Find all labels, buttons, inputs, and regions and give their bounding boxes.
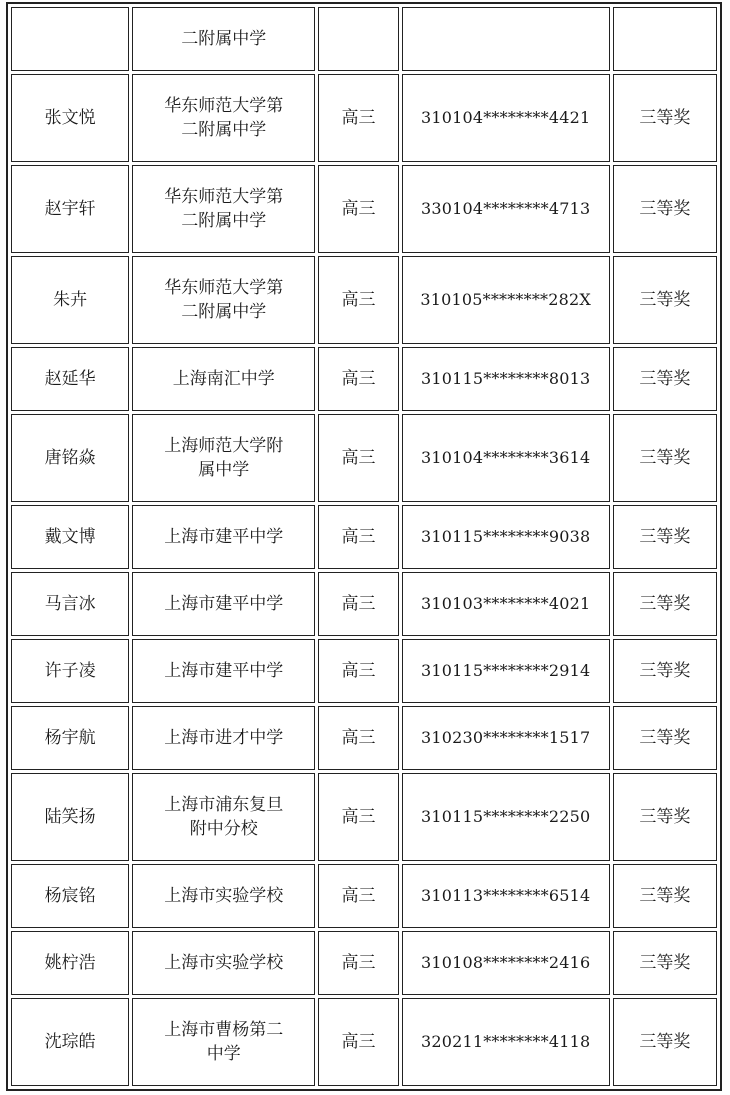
cell-award: 三等奖 [613,347,717,411]
cell-name: 杨宸铭 [11,864,129,928]
table-row [11,998,717,1086]
cell-school: 上海市实验学校 [132,864,315,928]
cell-grade: 高三 [318,414,398,502]
cell-award: 三等奖 [613,639,717,703]
cell-award: 三等奖 [613,74,717,162]
table-row [11,74,717,162]
cell-award: 三等奖 [613,414,717,502]
cell-name: 沈琮皓 [11,998,129,1086]
table-row [11,347,717,411]
cell-school: 上海南汇中学 [132,347,315,411]
cell-name: 许子凌 [11,639,129,703]
cell-school: 上海市浦东复旦 附中分校 [132,773,315,861]
cell-id: 310115********2250 [402,773,610,861]
table-row [11,414,717,502]
cell-name: 朱卉 [11,256,129,344]
cell-school: 上海市实验学校 [132,931,315,995]
cell-id: 310113********6514 [402,864,610,928]
table-row [11,505,717,569]
cell-school: 上海市进才中学 [132,706,315,770]
cell-id: 310103********4021 [402,572,610,636]
cell-award: 三等奖 [613,505,717,569]
cell-grade: 高三 [318,773,398,861]
cell-grade [318,7,398,71]
cell-id: 310115********9038 [402,505,610,569]
cell-award: 三等奖 [613,998,717,1086]
table-row [11,864,717,928]
cell-award: 三等奖 [613,572,717,636]
cell-name: 唐铭焱 [11,414,129,502]
cell-name: 戴文博 [11,505,129,569]
cell-grade: 高三 [318,347,398,411]
cell-award: 三等奖 [613,931,717,995]
table-row [11,256,717,344]
cell-school: 华东师范大学第 二附属中学 [132,74,315,162]
cell-id: 330104********4713 [402,165,610,253]
cell-grade: 高三 [318,505,398,569]
cell-id: 310108********2416 [402,931,610,995]
cell-id: 310104********3614 [402,414,610,502]
cell-grade: 高三 [318,256,398,344]
cell-award: 三等奖 [613,706,717,770]
table-row [11,706,717,770]
table-row [11,572,717,636]
cell-grade: 高三 [318,931,398,995]
cell-award: 三等奖 [613,165,717,253]
cell-grade: 高三 [318,572,398,636]
cell-name: 杨宇航 [11,706,129,770]
cell-grade: 高三 [318,998,398,1086]
cell-id: 310230********1517 [402,706,610,770]
cell-id [402,7,610,71]
cell-name [11,7,129,71]
cell-school: 上海市建平中学 [132,572,315,636]
table-row [11,931,717,995]
cell-id: 310105********282X [402,256,610,344]
award-table [8,4,720,1089]
table-row [11,165,717,253]
cell-school: 二附属中学 [132,7,315,71]
cell-name: 张文悦 [11,74,129,162]
table-row [11,639,717,703]
cell-school: 上海市曹杨第二 中学 [132,998,315,1086]
cell-award: 三等奖 [613,773,717,861]
cell-id: 310115********8013 [402,347,610,411]
cell-grade: 高三 [318,864,398,928]
cell-name: 赵宇轩 [11,165,129,253]
cell-grade: 高三 [318,706,398,770]
cell-name: 马言冰 [11,572,129,636]
cell-school: 上海市建平中学 [132,505,315,569]
cell-award: 三等奖 [613,256,717,344]
cell-grade: 高三 [318,639,398,703]
cell-name: 陆笑扬 [11,773,129,861]
cell-name: 姚柠浩 [11,931,129,995]
cell-grade: 高三 [318,74,398,162]
cell-id: 320211********4118 [402,998,610,1086]
cell-grade: 高三 [318,165,398,253]
cell-id: 310104********4421 [402,74,610,162]
table-row [11,7,717,71]
cell-school: 华东师范大学第 二附属中学 [132,256,315,344]
cell-award: 三等奖 [613,864,717,928]
cell-school: 上海师范大学附 属中学 [132,414,315,502]
cell-id: 310115********2914 [402,639,610,703]
award-table-frame [6,2,722,1091]
cell-school: 上海市建平中学 [132,639,315,703]
cell-school: 华东师范大学第 二附属中学 [132,165,315,253]
table-row [11,773,717,861]
cell-award [613,7,717,71]
cell-name: 赵延华 [11,347,129,411]
